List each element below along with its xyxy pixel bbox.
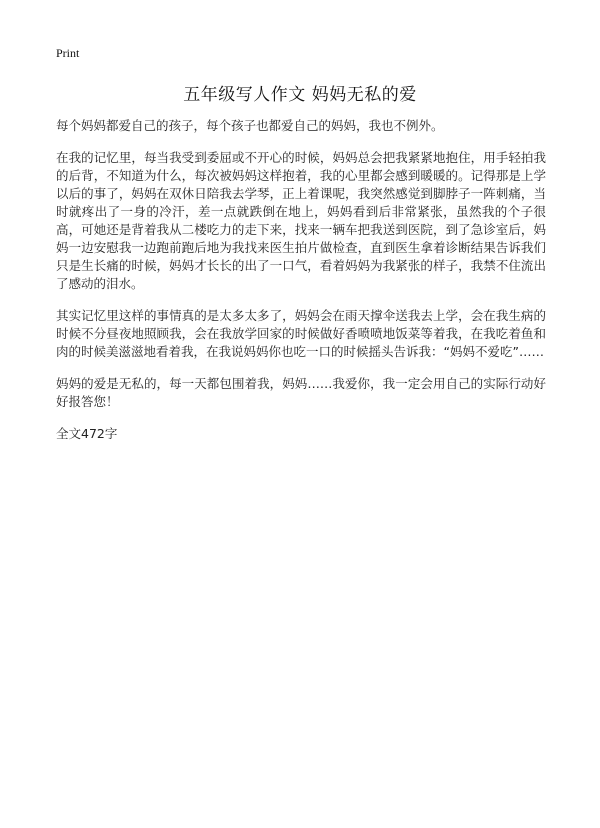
paragraph-4: 妈妈的爱是无私的，每一天都包围着我，妈妈……我爱你，我一定会用自己的实际行动好好报答您！	[56, 376, 546, 409]
print-link[interactable]: Print	[56, 46, 80, 60]
article-body	[56, 117, 546, 443]
paragraph-1: 每个妈妈都爱自己的孩子，每个孩子也都爱自己的妈妈，我也不例外。	[56, 118, 444, 133]
word-count: 全文472字	[56, 426, 118, 441]
paragraph-3: 其实记忆里这样的事情真的是太多太多了，妈妈会在雨天撑伞送我去上学，会在我生病的时候不分昼夜地照顾我，会在我放学回家的时候做好香喷喷地饭菜等着我，在我吃着鱼和肉的时候美滋滋地看着我，在我说妈妈你也吃一口的时候摇头告诉我：“妈妈不爱吃”……	[56, 308, 546, 359]
paragraph-2: 在我的记忆里，每当我受到委屈或不开心的时候，妈妈总会把我紧紧地抱住，用手轻拍我的后背，不知道为什么，每次被妈妈这样抱着，我的心里都会感到暖暖的。记得那是上学以后的事了，妈妈在双休日陪我去学琴，正上着课呢，我突然感觉到脚脖子一阵刺痛，当时就疼出了一身的冷汗，差一点就跌倒在地上，妈妈看到后非常紧张，虽然我的个子很高，可她还是背着我从二楼吃力的走下来，找来一辆车把我送到医院，到了急诊室后，妈妈一边安慰我一边跑前跑后地为我找来医生拍片做检查，直到医生拿着诊断结果告诉我们只是生长痛的时候，妈妈才长长的出了一口气，看着妈妈为我紧张的样子，我禁不住流出了感动的泪水。	[56, 150, 546, 291]
article-title: 五年级写人作文 妈妈无私的爱	[183, 85, 417, 105]
